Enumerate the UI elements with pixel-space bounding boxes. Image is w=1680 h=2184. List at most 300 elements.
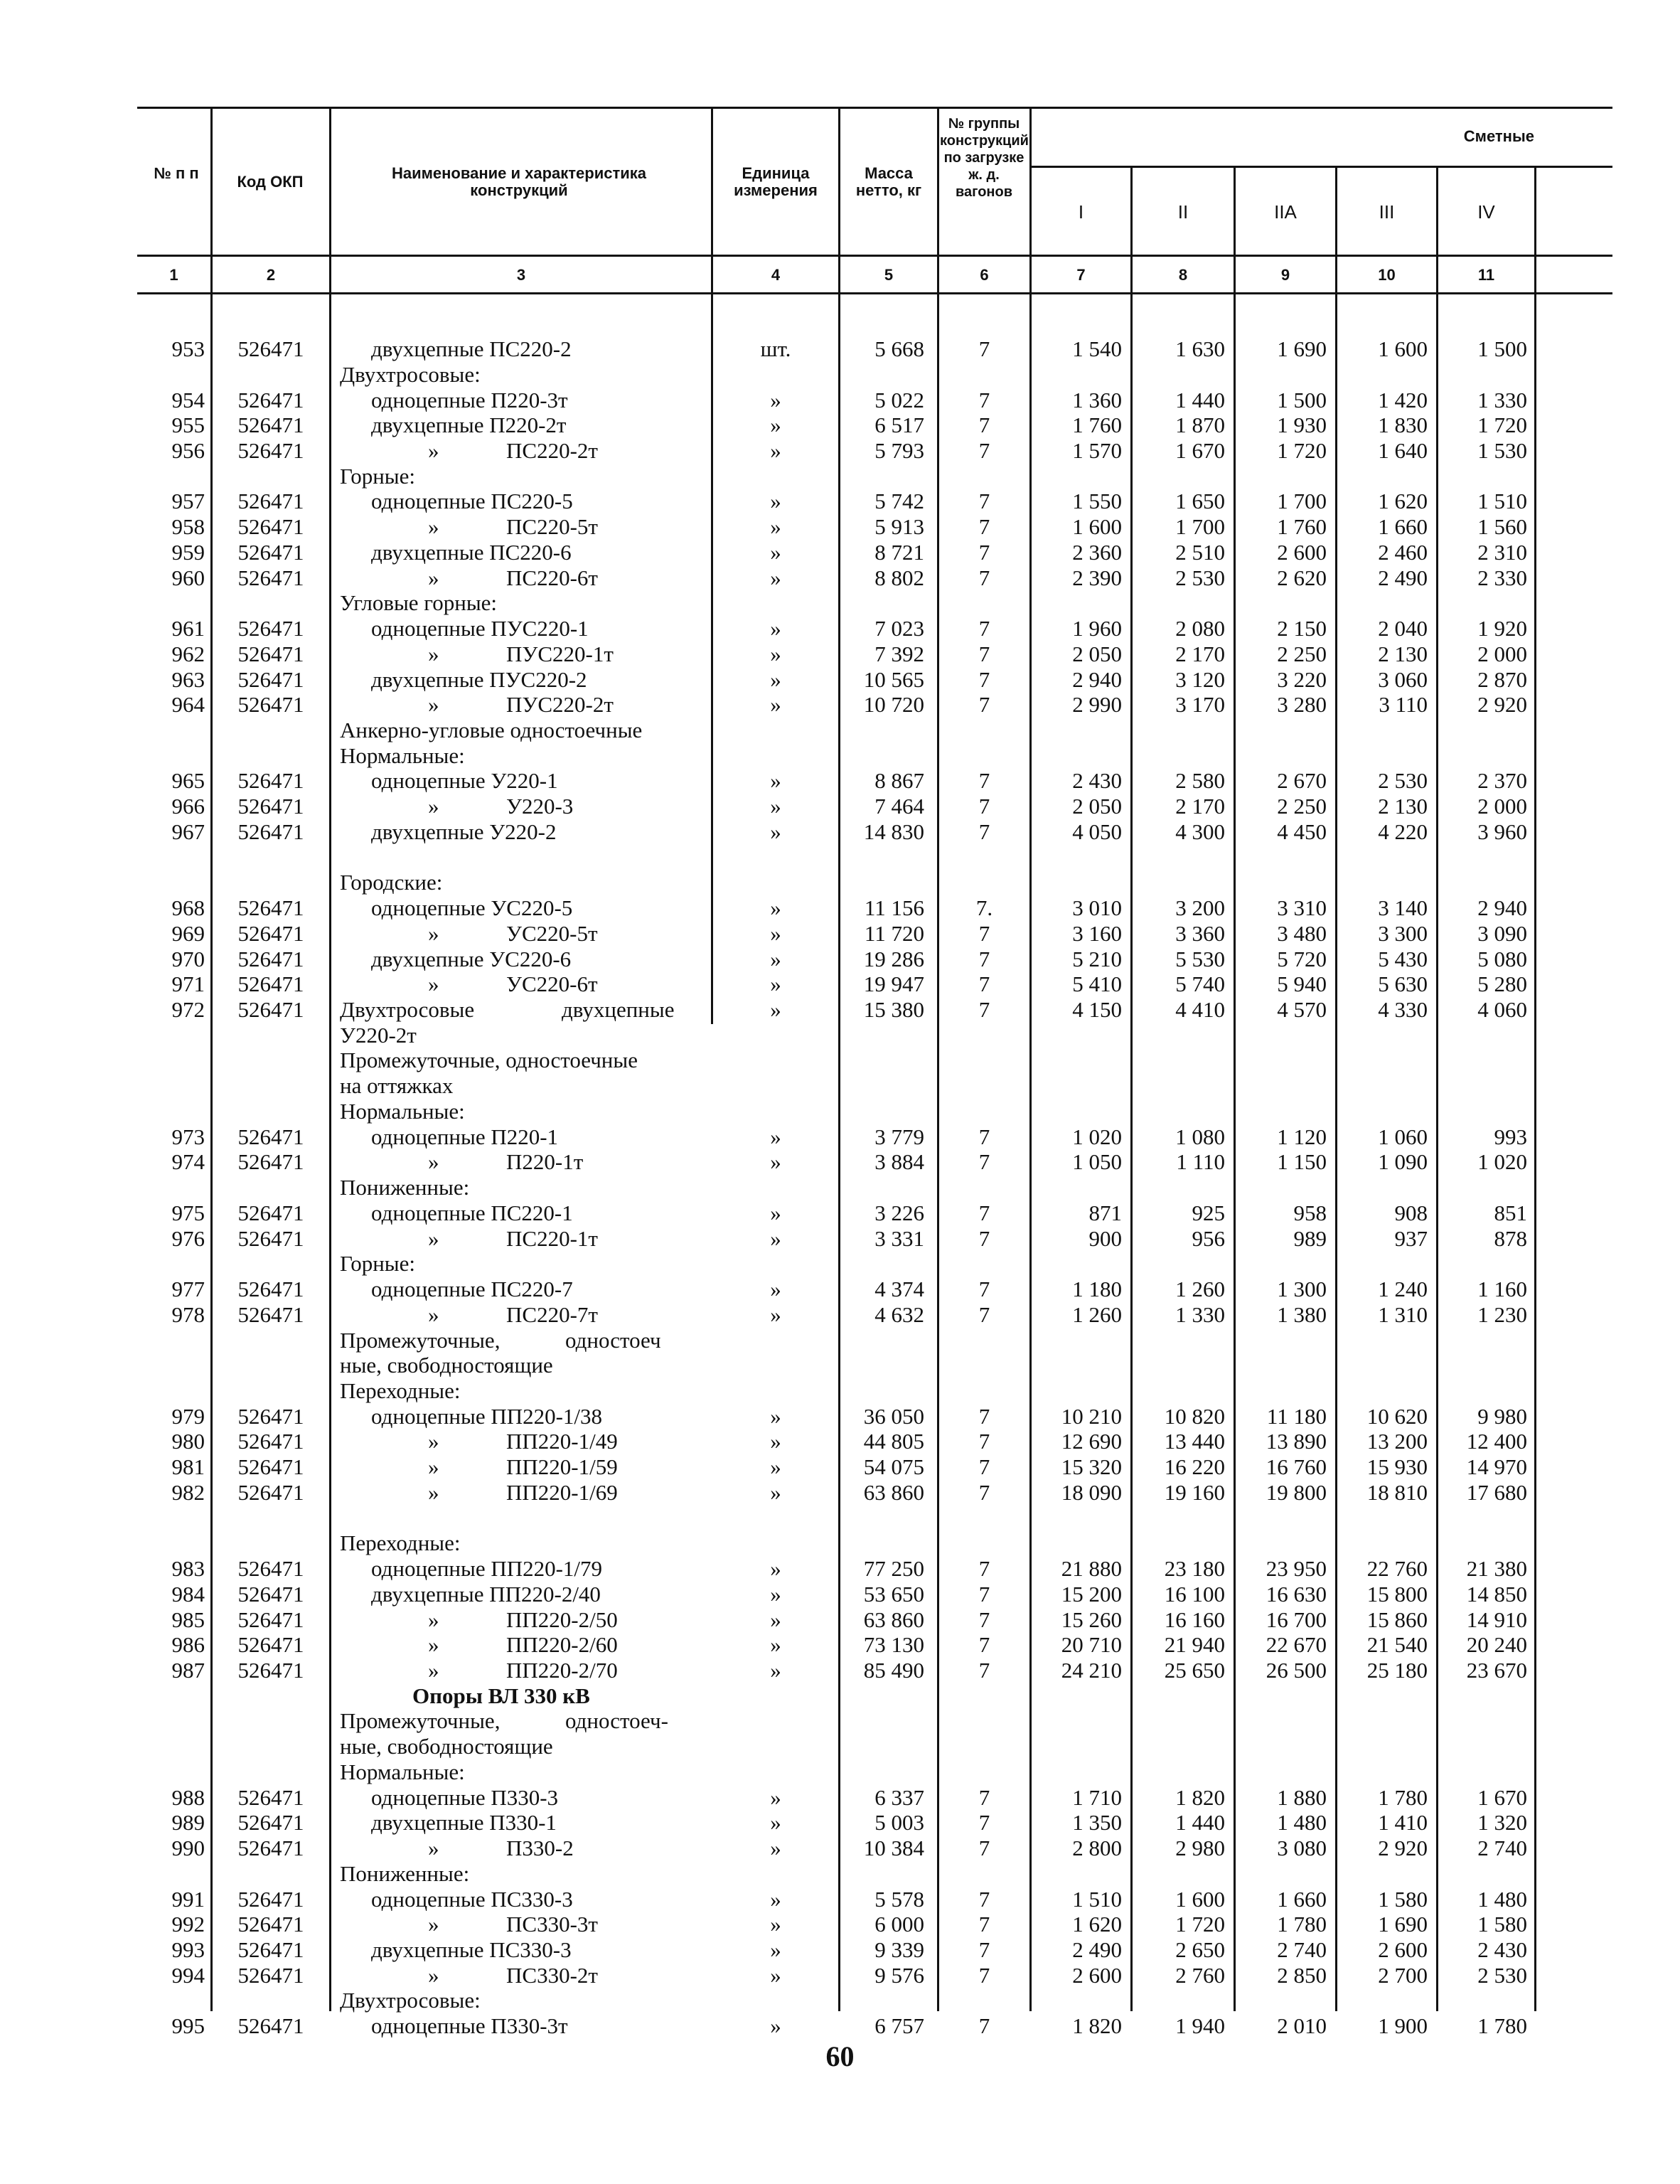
zone-value: 1 440 [1175, 1810, 1225, 1836]
zone-value: 1 900 [1378, 2013, 1428, 2039]
unit: » [770, 794, 781, 819]
zone-value: 3 080 [1277, 1836, 1327, 1861]
table-label-row [0, 845, 1680, 870]
zone-value: 5 630 [1378, 971, 1428, 997]
mass-netto: 3 226 [874, 1200, 924, 1225]
mass-netto: 8 802 [874, 565, 924, 590]
group-label: Городские: [340, 870, 443, 895]
item-name: одноцепные УС220-5 [371, 895, 573, 921]
okp-code: 526471 [237, 692, 304, 718]
wagon-group: 7 [978, 539, 990, 565]
table-row [0, 1200, 1680, 1226]
unit: » [770, 437, 781, 463]
col-number: 4 [771, 266, 781, 284]
zone-value: 2 130 [1378, 794, 1428, 819]
zone-value: 2 050 [1072, 794, 1122, 819]
row-number: 958 [171, 514, 205, 540]
wagon-group: 7 [978, 1912, 990, 1937]
zone-value: 1 260 [1072, 1301, 1122, 1327]
wagon-group: 7. [975, 895, 993, 921]
table-row [0, 1607, 1680, 1633]
wagon-group: 7 [978, 1403, 990, 1429]
table-label-row [0, 743, 1680, 769]
zone-value: 12 400 [1466, 1429, 1527, 1454]
row-number: 984 [171, 1581, 205, 1607]
okp-code: 526471 [237, 997, 304, 1022]
zone-value: 1 240 [1378, 1277, 1428, 1301]
table-row [0, 489, 1680, 514]
group-label: Промежуточные, [340, 1708, 501, 1734]
zone-value: 2 670 [1277, 768, 1327, 794]
zone-header-I: I [1078, 201, 1084, 223]
zone-value: 13 440 [1164, 1429, 1225, 1454]
zone-value: 2 740 [1477, 1836, 1527, 1861]
mass-netto: 53 650 [863, 1581, 924, 1607]
page-number: 60 [825, 2040, 855, 2072]
zone-value: 19 800 [1266, 1479, 1327, 1505]
zone-value: 16 220 [1164, 1454, 1225, 1480]
wagon-group: 7 [978, 489, 990, 514]
unit: » [770, 1937, 781, 1962]
mass-netto: 6 757 [874, 2013, 924, 2039]
mass-netto: 9 576 [874, 1962, 924, 1988]
zone-value: 1 700 [1175, 514, 1225, 540]
zone-value: 1 720 [1477, 412, 1527, 438]
zone-value: 2 920 [1477, 692, 1527, 718]
table-row [0, 997, 1680, 1023]
okp-code: 526471 [237, 1149, 304, 1175]
zone-value: 1 660 [1378, 514, 1428, 540]
table-row [0, 565, 1680, 591]
zone-value: 4 220 [1378, 819, 1428, 844]
col-number: 11 [1477, 266, 1495, 284]
group-label: Нормальные: [340, 1759, 465, 1784]
table-label-row [0, 362, 1680, 388]
zone-value: 23 180 [1164, 1556, 1225, 1581]
group-label: на оттяжках [340, 1073, 454, 1099]
zone-value: 4 330 [1378, 997, 1428, 1022]
zone-value: 16 760 [1266, 1454, 1327, 1480]
zone-value: 2 530 [1477, 1962, 1527, 1988]
group-label: Анкерно-угловые одностоечные [340, 717, 643, 742]
zone-value: 2 170 [1175, 794, 1225, 819]
zone-value: 15 930 [1366, 1454, 1428, 1480]
zone-value: 2 000 [1477, 641, 1527, 666]
unit: » [770, 1556, 781, 1581]
mass-netto: 11 720 [864, 920, 924, 946]
okp-code: 526471 [237, 1632, 304, 1658]
zone-value: 24 210 [1061, 1658, 1122, 1683]
row-number: 983 [171, 1556, 205, 1581]
item-name: двухцепные ПС220-6 [371, 539, 572, 565]
zone-value: 1 530 [1477, 437, 1527, 463]
mass-netto: 85 490 [863, 1658, 924, 1683]
zone-value: 1 440 [1175, 387, 1225, 412]
row-number: 980 [171, 1429, 205, 1454]
zone-value: 1 300 [1277, 1277, 1327, 1301]
wagon-group: 7 [978, 1937, 990, 1962]
zone-value: 1 480 [1477, 1886, 1527, 1912]
mass-netto: 14 830 [863, 819, 924, 844]
unit: » [770, 539, 781, 565]
zone-value: 25 180 [1366, 1658, 1428, 1683]
group-label: Нормальные: [340, 742, 465, 768]
row-number: 981 [171, 1454, 205, 1480]
zone-value: 1 410 [1378, 1810, 1428, 1836]
wagon-group: 7 [978, 1149, 990, 1175]
zone-value: 2 360 [1072, 539, 1122, 565]
zone-value: 925 [1192, 1200, 1225, 1225]
zone-value: 1 500 [1277, 387, 1327, 412]
zone-value: 9 980 [1477, 1403, 1527, 1429]
ditto-mark: » [428, 1658, 439, 1683]
table-label-row [0, 1353, 1680, 1378]
row-number: 992 [171, 1912, 205, 1937]
table-label-row [0, 590, 1680, 616]
table-row [0, 1912, 1680, 1937]
zone-value: 12 690 [1061, 1429, 1122, 1454]
table-row [0, 1887, 1680, 1912]
zone-value: 2 010 [1277, 2013, 1327, 2039]
zone-value: 2 000 [1477, 794, 1527, 819]
wagon-group: 7 [978, 1200, 990, 1225]
okp-code: 526471 [237, 437, 304, 463]
mass-netto: 5 668 [874, 336, 924, 361]
zone-value: 1 540 [1072, 336, 1122, 361]
zone-value: 1 920 [1477, 616, 1527, 641]
table-row [0, 667, 1680, 693]
zone-value: 4 060 [1477, 997, 1527, 1022]
item-designation: У220-3 [506, 794, 574, 819]
wagon-group: 7 [978, 514, 990, 540]
unit: » [770, 412, 781, 438]
col-number: 7 [1076, 266, 1086, 284]
okp-code: 526471 [237, 1937, 304, 1962]
wagon-group: 7 [978, 1301, 990, 1327]
zone-value: 1 350 [1072, 1810, 1122, 1836]
unit: » [770, 1429, 781, 1454]
row-number: 965 [171, 768, 205, 794]
okp-code: 526471 [237, 412, 304, 438]
unit: » [770, 692, 781, 718]
zone-value: 2 650 [1175, 1937, 1225, 1962]
zone-value: 1 550 [1072, 489, 1122, 514]
zone-value: 2 600 [1072, 1962, 1122, 1988]
row-number: 973 [171, 1124, 205, 1149]
wagon-group: 7 [978, 794, 990, 819]
ditto-mark: » [428, 1607, 439, 1632]
item-designation: ПС220-1т [506, 1225, 598, 1251]
group-label: ные, свободностоящие [340, 1734, 553, 1759]
unit: » [770, 997, 781, 1022]
row-number: 994 [171, 1962, 205, 1988]
zone-value: 1 650 [1175, 489, 1225, 514]
ditto-mark: » [428, 920, 439, 946]
wagon-group: 7 [978, 1836, 990, 1861]
row-number: 972 [171, 997, 205, 1022]
table-row [0, 921, 1680, 947]
mass-netto: 77 250 [863, 1556, 924, 1581]
zone-value: 1 700 [1277, 489, 1327, 514]
wagon-group: 7 [978, 1607, 990, 1632]
item-designation: ПП220-2/70 [506, 1658, 618, 1683]
table-label-row [0, 1023, 1680, 1048]
unit: » [770, 1607, 781, 1632]
table-row [0, 1556, 1680, 1582]
zone-value: 1 780 [1378, 1784, 1428, 1810]
ditto-mark: » [428, 1225, 439, 1251]
wagon-group: 7 [978, 336, 990, 361]
wagon-group: 7 [978, 692, 990, 718]
zone-value: 2 310 [1477, 539, 1527, 565]
wagon-group: 7 [978, 666, 990, 692]
table-row [0, 641, 1680, 667]
okp-code: 526471 [237, 1403, 304, 1429]
item-name: двухцепные ПУС220-2 [371, 666, 587, 692]
mass-netto: 15 380 [863, 997, 924, 1022]
zone-value: 1 330 [1477, 387, 1527, 412]
okp-code: 526471 [237, 1912, 304, 1937]
table-label-row [0, 1506, 1680, 1531]
mass-netto: 73 130 [863, 1632, 924, 1658]
zone-value: 5 080 [1477, 946, 1527, 971]
group-label: Переходные: [340, 1530, 461, 1556]
zone-value: 17 680 [1466, 1479, 1527, 1505]
zone-value: 5 430 [1378, 946, 1428, 971]
table-row [0, 1810, 1680, 1836]
okp-code: 526471 [237, 794, 304, 819]
table-label-row [0, 1734, 1680, 1759]
ditto-mark: » [428, 1429, 439, 1454]
zone-value: 1 160 [1477, 1277, 1527, 1301]
row-number: 964 [171, 692, 205, 718]
okp-code: 526471 [237, 616, 304, 641]
zone-value: 2 430 [1477, 1937, 1527, 1962]
unit: » [770, 489, 781, 514]
row-number: 953 [171, 336, 205, 361]
table-row [0, 438, 1680, 464]
table-row [0, 514, 1680, 540]
table-row [0, 1658, 1680, 1683]
zone-value: 1 090 [1378, 1149, 1428, 1175]
zone-value: 3 060 [1378, 666, 1428, 692]
col-number: 5 [884, 266, 894, 284]
wagon-group: 7 [978, 1479, 990, 1505]
item-designation: ПУС220-2т [506, 692, 614, 718]
header-col-mass: Масса нетто, кг [855, 164, 922, 199]
okp-code: 526471 [237, 489, 304, 514]
zone-value: 1 870 [1175, 412, 1225, 438]
wagon-group: 7 [978, 1124, 990, 1149]
zone-value: 15 320 [1061, 1454, 1122, 1480]
zone-value: 15 800 [1366, 1581, 1428, 1607]
wagon-group: 7 [978, 819, 990, 844]
row-number: 993 [171, 1937, 205, 1962]
col-number: 8 [1178, 266, 1188, 284]
wagon-group: 7 [978, 1962, 990, 1988]
table-row [0, 1429, 1680, 1454]
okp-code: 526471 [237, 1277, 304, 1301]
unit: » [770, 819, 781, 844]
row-number: 971 [171, 971, 205, 997]
mass-netto: 3 884 [874, 1149, 924, 1175]
okp-code: 526471 [237, 336, 304, 361]
zone-value: 22 760 [1366, 1556, 1428, 1581]
zone-value: 2 940 [1072, 666, 1122, 692]
mass-netto: 19 286 [863, 946, 924, 971]
wagon-group: 7 [978, 641, 990, 666]
okp-code: 526471 [237, 1607, 304, 1632]
mass-netto: 6 000 [874, 1912, 924, 1937]
zone-value: 14 850 [1466, 1581, 1527, 1607]
zone-value: 3 140 [1378, 895, 1428, 921]
zone-value: 3 170 [1175, 692, 1225, 718]
unit: » [770, 1149, 781, 1175]
table-label-row [0, 1708, 1680, 1734]
unit: » [770, 387, 781, 412]
table-label-row [0, 1988, 1680, 2013]
group-label: Пониженные: [340, 1860, 470, 1886]
okp-code: 526471 [237, 946, 304, 971]
zone-value: 871 [1088, 1200, 1122, 1225]
zone-value: 937 [1394, 1225, 1428, 1251]
zone-value: 3 960 [1477, 819, 1527, 844]
zone-value: 1 760 [1072, 412, 1122, 438]
zone-header-III: III [1379, 201, 1395, 223]
table-row [0, 616, 1680, 641]
zone-value: 1 230 [1477, 1301, 1527, 1327]
zone-value: 3 120 [1175, 666, 1225, 692]
zone-value: 1 670 [1175, 437, 1225, 463]
zone-value: 1 760 [1277, 514, 1327, 540]
zone-value: 1 320 [1477, 1810, 1527, 1836]
zone-value: 1 020 [1477, 1149, 1527, 1175]
group-label: Промежуточные, [340, 1327, 501, 1353]
zone-value: 2 250 [1277, 794, 1327, 819]
ditto-mark: » [428, 565, 439, 590]
table-row [0, 1124, 1680, 1150]
wagon-group: 7 [978, 1784, 990, 1810]
mass-netto: 5 022 [874, 387, 924, 412]
unit: » [770, 565, 781, 590]
okp-code: 526471 [237, 1225, 304, 1251]
mass-netto: 36 050 [863, 1403, 924, 1429]
unit: » [770, 895, 781, 921]
mass-netto: 10 565 [863, 666, 924, 692]
mass-netto: 9 339 [874, 1937, 924, 1962]
wagon-group: 7 [978, 997, 990, 1022]
ditto-mark: » [428, 1479, 439, 1505]
item-designation: ПС330-2т [506, 1962, 598, 1988]
table-label-row [0, 1861, 1680, 1887]
row-number: 961 [171, 616, 205, 641]
okp-code: 526471 [237, 1836, 304, 1861]
table-row [0, 1149, 1680, 1175]
zone-value: 2 050 [1072, 641, 1122, 666]
row-number: 978 [171, 1301, 205, 1327]
mass-netto: 5 742 [874, 489, 924, 514]
group-label: Двухтросовые: [340, 361, 481, 387]
zone-value: 1 480 [1277, 1810, 1327, 1836]
group-label: У220-2т [340, 1022, 417, 1048]
zone-value: 1 050 [1072, 1149, 1122, 1175]
item-name: двухцепные У220-2 [371, 819, 557, 844]
wagon-group: 7 [978, 1556, 990, 1581]
zone-value: 21 380 [1466, 1556, 1527, 1581]
unit: » [770, 1581, 781, 1607]
okp-code: 526471 [237, 2013, 304, 2039]
zone-value: 958 [1293, 1200, 1327, 1225]
row-number: 969 [171, 920, 205, 946]
zone-value: 1 720 [1277, 437, 1327, 463]
ditto-mark: » [428, 971, 439, 997]
okp-code: 526471 [237, 539, 304, 565]
zone-value: 1 940 [1175, 2013, 1225, 2039]
zone-value: 20 710 [1061, 1632, 1122, 1658]
zone-value: 5 410 [1072, 971, 1122, 997]
zone-value: 15 200 [1061, 1581, 1122, 1607]
zone-header-IIA: IIA [1274, 201, 1297, 223]
mass-netto: 7 464 [874, 794, 924, 819]
item-name: одноцепные ПС220-5 [371, 489, 573, 514]
zone-value: 3 090 [1477, 920, 1527, 946]
table-row [0, 1937, 1680, 1963]
row-number: 977 [171, 1277, 205, 1301]
mass-netto: 4 632 [874, 1301, 924, 1327]
zone-value: 1 620 [1378, 489, 1428, 514]
col-number: 6 [980, 266, 989, 284]
zone-value: 1 640 [1378, 437, 1428, 463]
okp-code: 526471 [237, 641, 304, 666]
zone-value: 14 970 [1466, 1454, 1527, 1480]
okp-code: 526471 [237, 971, 304, 997]
section-title: Опоры ВЛ 330 кВ [412, 1683, 590, 1708]
zone-value: 1 710 [1072, 1784, 1122, 1810]
zone-value: 25 650 [1164, 1658, 1225, 1683]
mass-netto: 5 578 [874, 1886, 924, 1912]
item-designation: П330-2 [506, 1836, 574, 1861]
zone-value: 1 080 [1175, 1124, 1225, 1149]
mass-netto: 63 860 [863, 1607, 924, 1632]
item-designation: ПУС220-1т [506, 641, 614, 666]
ditto-mark: » [428, 692, 439, 718]
header-col-okp: Код ОКП [237, 173, 304, 191]
wagon-group: 7 [978, 768, 990, 794]
table-label-row [0, 870, 1680, 895]
wagon-group: 7 [978, 616, 990, 641]
zone-value: 2 040 [1378, 616, 1428, 641]
row-number: 962 [171, 641, 205, 666]
mass-netto: 8 721 [874, 539, 924, 565]
zone-value: 2 510 [1175, 539, 1225, 565]
table-row [0, 1963, 1680, 1988]
unit: » [770, 1200, 781, 1225]
zone-value: 1 120 [1277, 1124, 1327, 1149]
zone-value: 1 380 [1277, 1301, 1327, 1327]
zone-value: 21 880 [1061, 1556, 1122, 1581]
zone-value: 1 500 [1477, 336, 1527, 361]
zone-value: 3 220 [1277, 666, 1327, 692]
item-designation: ПС220-5т [506, 514, 598, 540]
table-row [0, 768, 1680, 794]
okp-code: 526471 [237, 1784, 304, 1810]
row-number: 956 [171, 437, 205, 463]
okp-code: 526471 [237, 819, 304, 844]
zone-value: 3 360 [1175, 920, 1225, 946]
table-row [0, 2013, 1680, 2039]
wagon-group: 7 [978, 1581, 990, 1607]
unit: » [770, 1632, 781, 1658]
